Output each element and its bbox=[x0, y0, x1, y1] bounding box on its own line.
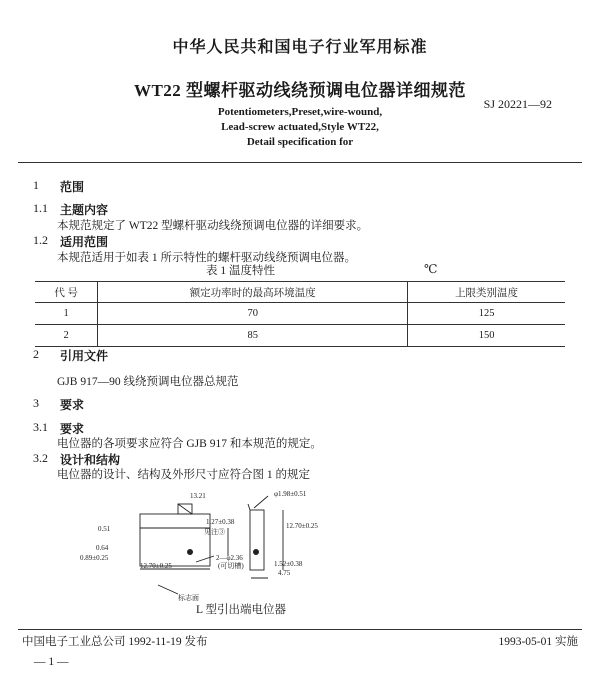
section-2-body: GJB 917—90 线绕预调电位器总规范 bbox=[57, 376, 239, 388]
section-1-2-number: 1.2 bbox=[33, 233, 48, 247]
dim-4-75: 4.75 bbox=[278, 569, 291, 577]
table-caption: 表 1 温度特性 bbox=[206, 265, 275, 277]
dim-13-21: 13.21 bbox=[190, 492, 206, 500]
dim-12-70-height: 12.70±0.25 bbox=[286, 522, 318, 530]
section-1-heading: 范围 bbox=[60, 180, 85, 194]
section-1-1-heading: 主题内容 bbox=[60, 203, 109, 217]
mark-face-label: 标志面 bbox=[178, 594, 199, 602]
page-number: — 1 — bbox=[34, 656, 69, 668]
section-3-2-body: 电位器的设计、结构及外形尺寸应符合图 1 的规定 bbox=[57, 469, 310, 481]
hole-leader bbox=[196, 556, 214, 562]
section-3-1-number: 3.1 bbox=[33, 420, 48, 434]
table-cell: 85 bbox=[98, 325, 408, 347]
section-1-number: 1 bbox=[33, 178, 39, 192]
table-row bbox=[35, 325, 565, 347]
section-1-2-heading: 适用范围 bbox=[60, 235, 109, 249]
table-row bbox=[35, 303, 565, 325]
english-title-line-2: Lead-screw actuated,Style WT22, bbox=[221, 121, 379, 133]
dim-slot: (可切槽) bbox=[218, 562, 244, 570]
table-cell: 150 bbox=[408, 325, 565, 347]
section-3-2-heading: 设计和结构 bbox=[60, 453, 121, 467]
document-title: WT22 型螺杆驱动线绕预调电位器详细规范 bbox=[133, 81, 467, 100]
right-view-edge bbox=[248, 504, 250, 510]
outline-drawing bbox=[78, 476, 368, 606]
dim-dia: φ1.98±0.51 bbox=[274, 490, 307, 498]
section-3-2-number: 3.2 bbox=[33, 451, 48, 465]
section-1-1-number: 1.1 bbox=[33, 201, 48, 215]
table-cell: 1 bbox=[35, 303, 98, 325]
terminal-pin-right bbox=[253, 549, 259, 555]
footer-divider bbox=[18, 629, 582, 630]
dim-12-70-width: 12.70±0.25 bbox=[140, 562, 172, 570]
table-unit: ℃ bbox=[424, 262, 438, 276]
left-view-body bbox=[140, 514, 210, 566]
section-2-heading: 引用文件 bbox=[60, 349, 109, 363]
table-cell: 70 bbox=[98, 303, 408, 325]
note-ref: 见注③ bbox=[204, 528, 225, 536]
effective-date: 1993-05-01 实施 bbox=[498, 636, 578, 648]
issuer-heading: 中华人民共和国电子行业军用标准 bbox=[172, 39, 428, 56]
table-cell: 2 bbox=[35, 325, 98, 347]
table-header-row bbox=[35, 282, 565, 303]
english-title-line-3: Detail specification for bbox=[246, 136, 354, 148]
column-header-max-ambient: 额定功率时的最高环境温度 bbox=[98, 282, 408, 303]
drawing-caption: L 型引出端电位器 bbox=[196, 604, 286, 616]
section-3-1-heading: 要求 bbox=[60, 422, 85, 436]
english-title-line-1: Potentiometers,Preset,wire-wound, bbox=[217, 106, 383, 118]
header-divider bbox=[18, 162, 582, 163]
section-1-2-body: 本规范适用于如表 1 所示特性的螺杆驱动线绕预调电位器。 bbox=[57, 252, 356, 264]
right-view-body bbox=[250, 510, 264, 570]
terminal-pin-left bbox=[187, 549, 193, 555]
dim-1-27: 1.27±0.38 bbox=[206, 518, 235, 526]
section-3-1-body: 电位器的各项要求应符合 GJB 917 和本规范的规定。 bbox=[57, 438, 322, 450]
screw-slot bbox=[178, 504, 192, 514]
dim-0-89: 0.89±0.25 bbox=[80, 554, 109, 562]
temperature-table bbox=[35, 281, 565, 347]
publication-info: 中国电子工业总公司 1992-11-19 发布 bbox=[22, 636, 208, 648]
section-3-heading: 要求 bbox=[60, 398, 85, 412]
standard-number: SJ 20221—92 bbox=[483, 97, 552, 111]
column-header-code: 代 号 bbox=[35, 282, 98, 303]
dim-holes: 2—φ2.36 bbox=[216, 554, 243, 562]
section-2-number: 2 bbox=[33, 347, 39, 361]
dim-0-51: 0.51 bbox=[98, 525, 111, 533]
mark-face-leader bbox=[158, 585, 178, 594]
section-3-number: 3 bbox=[33, 396, 39, 410]
section-1-1-body: 本规范规定了 WT22 型螺杆驱动线绕预调电位器的详细要求。 bbox=[57, 220, 369, 232]
dim-0-64: 0.64 bbox=[96, 544, 109, 552]
table-cell: 125 bbox=[408, 303, 565, 325]
dia-leader bbox=[254, 496, 268, 508]
column-header-upper-category: 上限类别温度 bbox=[408, 282, 565, 303]
table-body bbox=[35, 303, 565, 347]
dim-1-52: 1.52±0.38 bbox=[274, 560, 303, 568]
